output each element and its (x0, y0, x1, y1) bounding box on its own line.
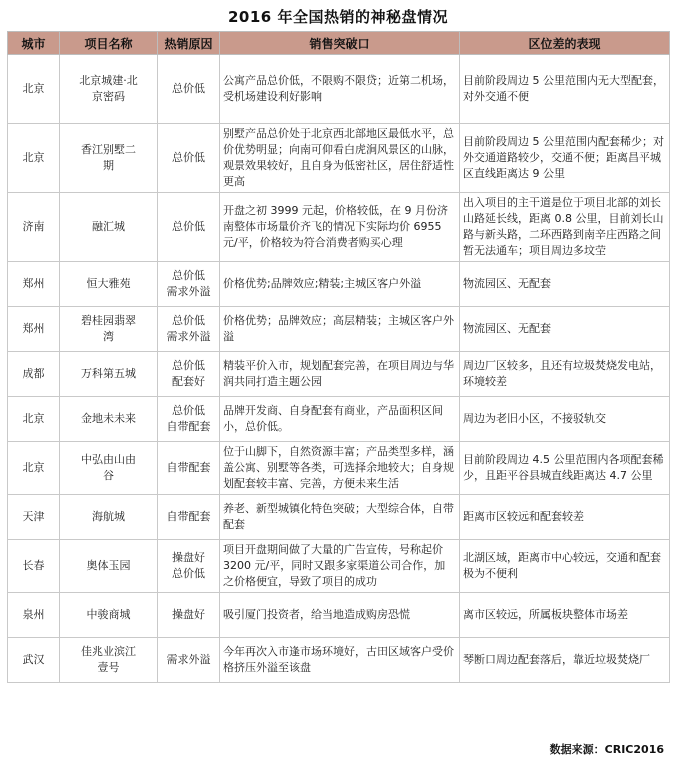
cell-location: 离市区较远，所属板块整体市场差 (460, 593, 670, 638)
cell-location: 距离市区较远和配套较差 (460, 495, 670, 540)
table-row (8, 352, 670, 397)
cell-city: 郑州 (8, 307, 60, 352)
cell-city: 济南 (8, 193, 60, 262)
table-row (8, 124, 670, 193)
table-title: 2016 年全国热销的神秘盘情况 (228, 8, 448, 26)
table-row (8, 495, 670, 540)
header-city: 城市 (8, 32, 60, 55)
cell-location: 物流园区、无配套 (460, 307, 670, 352)
table-row (8, 262, 670, 307)
header-location: 区位差的表现 (460, 32, 670, 55)
cell-city: 北京 (8, 124, 60, 193)
cell-project: 奥体玉园 (60, 540, 158, 593)
cell-city: 北京 (8, 55, 60, 124)
cell-breakthrough: 价格优势;品牌效应;精装;主城区客户外溢 (220, 262, 460, 307)
cell-project: 金地未未来 (60, 397, 158, 442)
cell-project: 香江别墅二 期 (60, 124, 158, 193)
header-row (8, 32, 670, 55)
cell-location: 目前阶段周边 5 公里范围内配套稀少；对外交通道路较少，交通不便；距离昌平城区直线距离达 9 公里 (460, 124, 670, 193)
cell-reason: 总价低 (158, 55, 220, 124)
data-source-note: 数据来源：CRIC2016 (549, 743, 664, 756)
table-row (8, 307, 670, 352)
cell-city: 武汉 (8, 638, 60, 683)
cell-city: 北京 (8, 397, 60, 442)
cell-breakthrough: 价格优势；品牌效应；高层精装；主城区客户外溢 (220, 307, 460, 352)
cell-breakthrough: 精装平价入市，规划配套完善，在项目周边与华润共同打造主题公园 (220, 352, 460, 397)
cell-project: 中骏商城 (60, 593, 158, 638)
cell-city: 泉州 (8, 593, 60, 638)
cell-location: 目前阶段周边 4.5 公里范围内各项配套稀少，且距平谷县城直线距离达 4.7 公里 (460, 442, 670, 495)
cell-reason: 总价低 需求外溢 (158, 307, 220, 352)
data-table (7, 31, 670, 683)
cell-project: 碧桂园翡翠 湾 (60, 307, 158, 352)
cell-project: 中弘由山由 谷 (60, 442, 158, 495)
cell-breakthrough: 项目开盘期间做了大量的广告宣传，号称起价 3200 元/平，同时又跟多家渠道公司合作，加之价格便宜，导致了项目的成功 (220, 540, 460, 593)
cell-breakthrough: 别墅产品总价处于北京西北部地区最低水平，总价优势明显；向南可仰看白虎涧风景区的山脉，观景效果较好，且自身为低密社区，居住舒适性更高 (220, 124, 460, 193)
cell-location: 出入项目的主干道是位于项目北部的刘长山路延长线，距离 0.8 公里，目前刘长山路与新头路，二环西路到南辛庄西路之间暂无法通车；项目周边多坟茔 (460, 193, 670, 262)
header-reason: 热销原因 (158, 32, 220, 55)
cell-reason: 总价低 需求外溢 (158, 262, 220, 307)
cell-project: 北京城建·北 京密码 (60, 55, 158, 124)
table-row (8, 193, 670, 262)
cell-project: 万科第五城 (60, 352, 158, 397)
cell-location: 物流园区、无配套 (460, 262, 670, 307)
cell-project: 佳兆业滨江 壹号 (60, 638, 158, 683)
cell-project: 融汇城 (60, 193, 158, 262)
table-row (8, 593, 670, 638)
cell-breakthrough: 吸引厦门投资者，给当地造成购房恐慌 (220, 593, 460, 638)
cell-reason: 需求外溢 (158, 638, 220, 683)
cell-breakthrough: 今年再次入市逢市场环境好，古田区域客户受价格挤压外溢至该盘 (220, 638, 460, 683)
cell-breakthrough: 品牌开发商、自身配套有商业，产品面积区间小，总价低。 (220, 397, 460, 442)
table-row (8, 397, 670, 442)
cell-reason: 自带配套 (158, 442, 220, 495)
header-project: 项目名称 (60, 32, 158, 55)
cell-city: 郑州 (8, 262, 60, 307)
cell-location: 周边厂区较多，且还有垃圾焚烧发电站，环境较差 (460, 352, 670, 397)
cell-reason: 操盘好 (158, 593, 220, 638)
cell-location: 北湖区域，距离市中心较远，交通和配套极为不便利 (460, 540, 670, 593)
cell-city: 成都 (8, 352, 60, 397)
cell-location: 琴断口周边配套落后，靠近垃圾焚烧厂 (460, 638, 670, 683)
cell-reason: 总价低 (158, 124, 220, 193)
cell-reason: 总价低 配套好 (158, 352, 220, 397)
cell-location: 周边为老旧小区，不接驳轨交 (460, 397, 670, 442)
cell-city: 长春 (8, 540, 60, 593)
cell-location: 目前阶段周边 5 公里范围内无大型配套，对外交通不便 (460, 55, 670, 124)
cell-breakthrough: 位于山脚下，自然资源丰富；产品类型多样，涵盖公寓、别墅等各类，可选择余地较大；自身规划配套较丰富、完善，方便未来生活 (220, 442, 460, 495)
cell-reason: 自带配套 (158, 495, 220, 540)
table-row (8, 540, 670, 593)
cell-city: 北京 (8, 442, 60, 495)
table-row (8, 55, 670, 124)
cell-project: 恒大雅苑 (60, 262, 158, 307)
table-row (8, 638, 670, 683)
table-row (8, 442, 670, 495)
cell-reason: 操盘好 总价低 (158, 540, 220, 593)
cell-project: 海航城 (60, 495, 158, 540)
cell-breakthrough: 公寓产品总价低，不限购不限贷；近第二机场，受机场建设利好影响 (220, 55, 460, 124)
header-breakthrough: 销售突破口 (220, 32, 460, 55)
cell-reason: 总价低 (158, 193, 220, 262)
cell-breakthrough: 养老、新型城镇化特色突破；大型综合体，自带配套 (220, 495, 460, 540)
cell-city: 天津 (8, 495, 60, 540)
cell-reason: 总价低 自带配套 (158, 397, 220, 442)
cell-breakthrough: 开盘之初 3999 元起，价格较低，在 9 月份济南整体市场量价齐飞的情况下实际均价 6955 元/平，价格较为符合消费者购买心理 (220, 193, 460, 262)
